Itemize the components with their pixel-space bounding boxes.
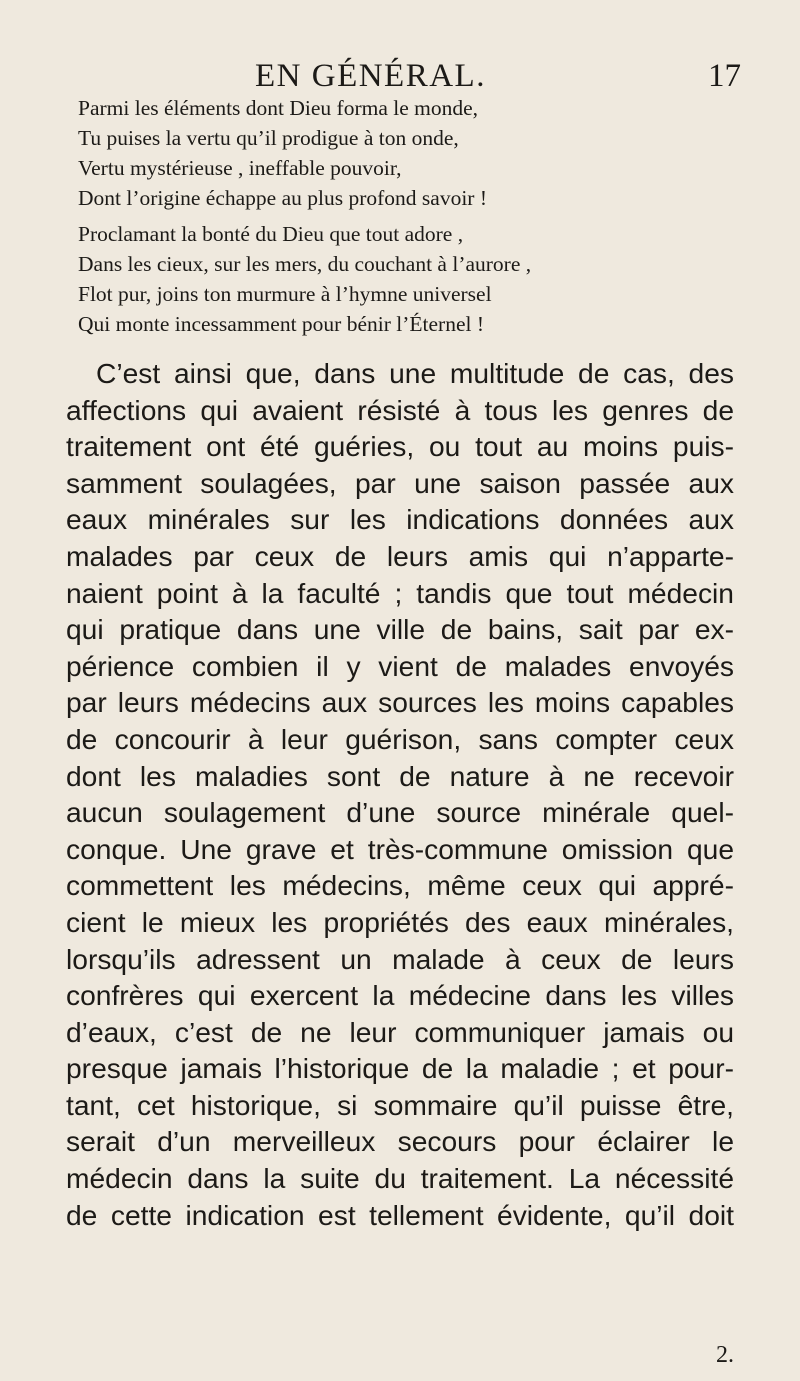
text-line: périence combien il y vient de malades envoyés — [66, 649, 734, 682]
text-line: de concourir à leur guérison, sans compter ceux — [66, 722, 734, 755]
verse-line: Proclamant la bonté du Dieu que tout adore , — [78, 222, 464, 246]
verse-line: Vertu mystérieuse , ineffable pouvoir, — [78, 156, 402, 180]
verse-line: Dont l’origine échappe au plus profond savoir ! — [78, 186, 487, 210]
text-line: traitement ont été guéries, ou tout au moins puis- — [66, 430, 734, 463]
verse-line: Qui monte incessamment pour bénir l’Éternel ! — [78, 312, 484, 336]
text-line: dont les maladies sont de nature à ne recevoir — [66, 759, 734, 792]
text-line: d’eaux, c’est de ne leur communiquer jamais ou — [66, 1015, 734, 1048]
text-line: naient point à la faculté ; tandis que tout médecin — [66, 576, 734, 609]
text-line: commettent les médecins, même ceux qui appré- — [66, 869, 734, 902]
page-number: 17 — [708, 58, 741, 94]
text-line: C’est ainsi que, dans une multitude de cas, des — [96, 357, 734, 389]
poem-stanza-2 — [78, 219, 758, 339]
text-line: de cette indication est tellement évidente, qu’il doit — [66, 1198, 734, 1231]
running-head — [0, 58, 800, 98]
verse-line: Dans les cieux, sur les mers, du couchant à l’aurore , — [78, 252, 532, 276]
text-line: eaux minérales sur les indications données aux — [66, 503, 734, 536]
verse-line: Flot pur, joins ton murmure à l’hymne universel — [78, 282, 492, 306]
signature-mark: 2. — [716, 1342, 734, 1368]
verse-line: Tu puises la vertu qu’il prodigue à ton onde, — [78, 126, 459, 150]
text-line: qui pratique dans une ville de bains, sait par ex- — [66, 613, 734, 646]
text-line: malades par ceux de leurs amis qui n’apparte- — [66, 539, 734, 572]
text-line: aucun soulagement d’une source minérale quel- — [66, 796, 734, 829]
text-line: presque jamais l’historique de la maladie ; et pour- — [66, 1052, 734, 1085]
text-line: conque. Une grave et très-commune omission que — [66, 832, 734, 865]
text-line: affections qui avaient résisté à tous les genres de — [66, 393, 734, 426]
text-line: confrères qui exercent la médecine dans les villes — [66, 979, 734, 1012]
text-line: cient le mieux les propriétés des eaux minérales, — [66, 905, 734, 938]
verse-line: Parmi les éléments dont Dieu forma le monde, — [78, 96, 479, 120]
text-line: samment soulagées, par une saison passée aux — [66, 466, 734, 499]
text-line: serait d’un merveilleux secours pour éclairer le — [66, 1125, 734, 1158]
text-line: par leurs médecins aux sources les moins capables — [66, 686, 734, 719]
running-title: EN GÉNÉRAL. — [255, 58, 486, 94]
text-line: lorsqu’ils adressent un malade à ceux de leurs — [66, 942, 734, 975]
text-line: médecin dans la suite du traitement. La nécessité — [66, 1162, 734, 1195]
poem-stanza-1 — [78, 93, 758, 213]
text-line: tant, cet historique, si sommaire qu’il puisse être, — [66, 1088, 734, 1121]
body-paragraph — [66, 355, 734, 1233]
